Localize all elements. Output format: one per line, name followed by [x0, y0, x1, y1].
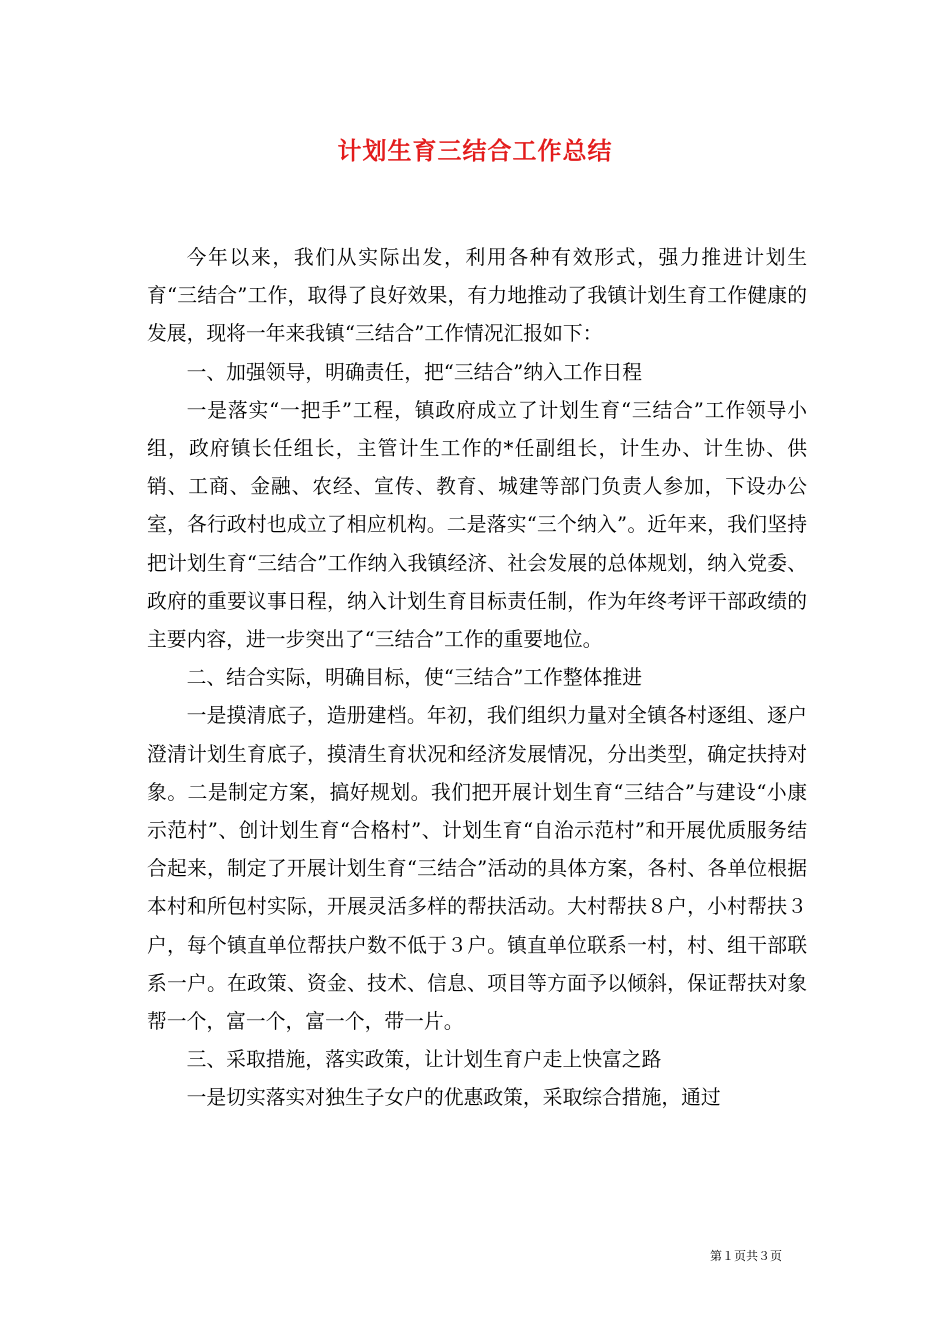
document-body — [147, 239, 807, 1118]
section-heading-2: 二、结合实际，明确目标，使“三结合”工作整体推进 — [186, 666, 643, 690]
page-number: 第１页共３页 — [710, 1249, 783, 1263]
intro-paragraph: 今年以来，我们从实际出发，利用各种有效形式，强力推进计划生育“三结合”工作，取得了良好效果，有力地推动了我镇计划生育工作健康的发展，现将一年来我镇“三结合”工作情况汇报如下： — [147, 246, 807, 346]
document-title: 计划生育三结合工作总结 — [337, 136, 613, 165]
section-heading-1: 一、加强领导，明确责任，把“三结合”纳入工作日程 — [186, 360, 643, 384]
section-2-paragraph: 一是摸清底子，造册建档。年初，我们组织力量对全镇各村逐组、逐户澄清计划生育底子，摸清生育状况和经济发展情况，分出类型，确定扶持对象。二是制定方案，搞好规划。我们把开展计划生育“三结合”与建设“小康示范村”、创计划生育“合格村”、计划生育“自治示范村”和开展优质服务结合起来，制定了开展计划生育“三结合”活动的具体方案，各村、各单位根据本村和所包村实际，开展灵活多样的帮扶活动。大村帮扶８户，小村帮扶３户，每个镇直单位帮扶户数不低于３户。镇直单位联系一村，村、组干部联系一户。在政策、资金、技术、信息、项目等方面予以倾斜，保证帮扶对象帮一个，富一个，富一个，带一片。 — [147, 704, 807, 1034]
section-heading-3: 三、采取措施，落实政策，让计划生育户走上快富之路 — [186, 1048, 662, 1072]
section-1-paragraph: 一是落实“一把手”工程，镇政府成立了计划生育“三结合”工作领导小组，政府镇长任组长，主管计生工作的*任副组长，计生办、计生协、供销、工商、金融、农经、宣传、教育、城建等部门负责人参加，下设办公室，各行政村也成立了相应机构。二是落实“三个纳入”。近年来，我们坚持把计划生育“三结合”工作纳入我镇经济、社会发展的总体规划，纳入党委、政府的重要议事日程，纳入计划生育目标责任制，作为年终考评干部政绩的主要内容，进一步突出了“三结合”工作的重要地位。 — [147, 398, 807, 652]
section-3-paragraph: 一是切实落实对独生子女户的优惠政策，采取综合措施，通过 — [186, 1086, 721, 1110]
